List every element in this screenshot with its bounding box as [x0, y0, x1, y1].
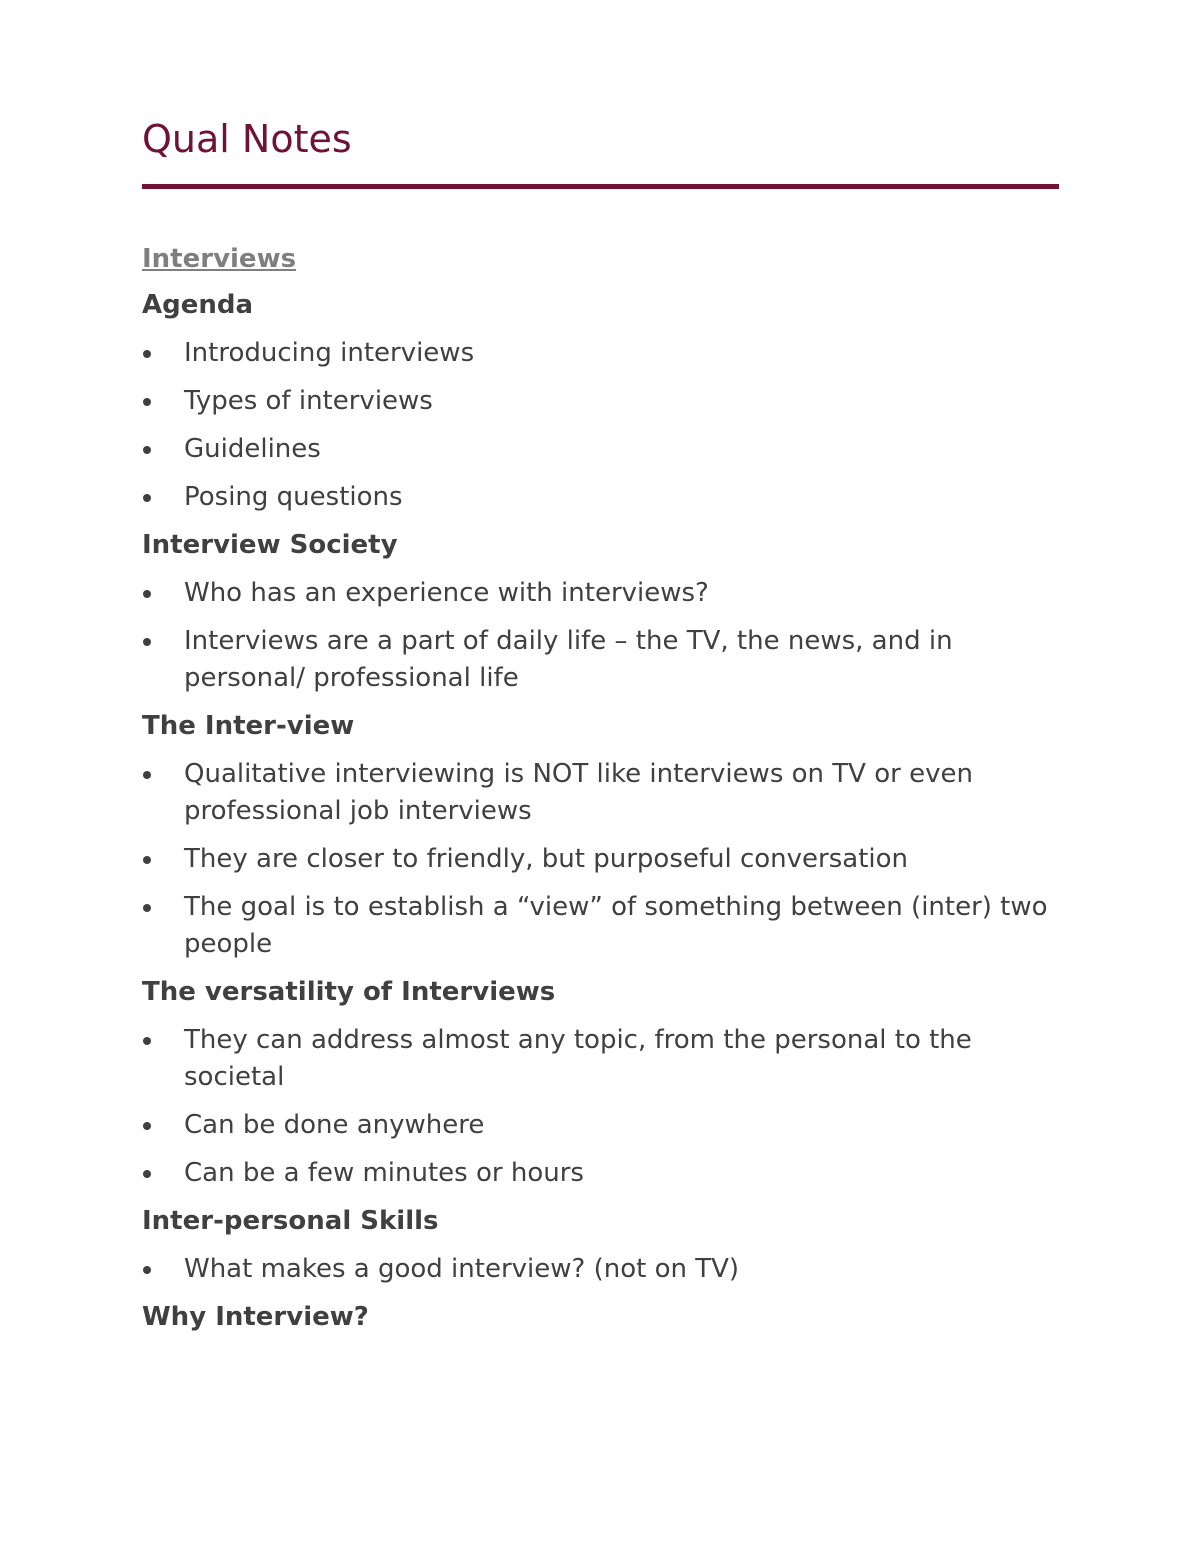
- bullet-icon: [143, 590, 151, 598]
- subheading: Why Interview?: [142, 1302, 369, 1332]
- list-item-text: Guidelines: [184, 434, 321, 464]
- list-item-text: Types of interviews: [184, 386, 433, 416]
- list-item-text: They are closer to friendly, but purposeful conversation: [184, 844, 909, 874]
- list-item: [142, 575, 1060, 612]
- bullet-list: [142, 1251, 1060, 1288]
- document-page: [142, 112, 1060, 1336]
- list-item: [142, 889, 1060, 963]
- list-item: [142, 623, 1060, 697]
- list-item: [142, 383, 1060, 420]
- bullet-list: [142, 1022, 1060, 1192]
- bullet-icon: [143, 446, 151, 454]
- bullet-icon: [143, 904, 151, 912]
- list-item-text: Can be a few minutes or hours: [184, 1158, 584, 1188]
- list-item: [142, 1107, 1060, 1144]
- subheading: Interview Society: [142, 530, 398, 560]
- document-title: Qual Notes: [142, 117, 352, 161]
- list-item-text: The goal is to establish a “view” of something between (inter) two people: [184, 892, 1048, 959]
- section-heading-interviews: Interviews: [142, 244, 297, 274]
- bullet-icon: [143, 494, 151, 502]
- bullet-list: [142, 335, 1060, 516]
- list-item: [142, 431, 1060, 468]
- list-item: [142, 1251, 1060, 1288]
- title-divider: [142, 184, 1059, 189]
- list-item-text: Qualitative interviewing is NOT like interviews on TV or even professional job interviews: [184, 759, 973, 826]
- notes-body: [142, 287, 1060, 1336]
- bullet-icon: [143, 1170, 151, 1178]
- list-item-text: Interviews are a part of daily life – the TV, the news, and in personal/ professional life: [184, 626, 953, 693]
- bullet-icon: [143, 1122, 151, 1130]
- list-item-text: They can address almost any topic, from the personal to the societal: [184, 1025, 972, 1092]
- list-item: [142, 1155, 1060, 1192]
- bullet-list: [142, 756, 1060, 963]
- list-item-text: Who has an experience with interviews?: [184, 578, 709, 608]
- bullet-icon: [143, 1037, 151, 1045]
- list-item-text: Can be done anywhere: [184, 1110, 485, 1140]
- bullet-icon: [143, 350, 151, 358]
- bullet-icon: [143, 638, 151, 646]
- list-item-text: Introducing interviews: [184, 338, 475, 368]
- bullet-icon: [143, 856, 151, 864]
- bullet-icon: [143, 398, 151, 406]
- list-item: [142, 756, 1060, 830]
- bullet-icon: [143, 1266, 151, 1274]
- bullet-list: [142, 575, 1060, 697]
- list-item: [142, 479, 1060, 516]
- list-item: [142, 841, 1060, 878]
- list-item: [142, 335, 1060, 372]
- subheading: The versatility of Interviews: [142, 977, 556, 1007]
- bullet-icon: [143, 771, 151, 779]
- subheading: Inter-personal Skills: [142, 1206, 439, 1236]
- list-item-text: Posing questions: [184, 482, 403, 512]
- subheading: The Inter-view: [142, 711, 355, 741]
- list-item-text: What makes a good interview? (not on TV): [184, 1254, 740, 1284]
- subheading: Agenda: [142, 290, 254, 320]
- list-item: [142, 1022, 1060, 1096]
